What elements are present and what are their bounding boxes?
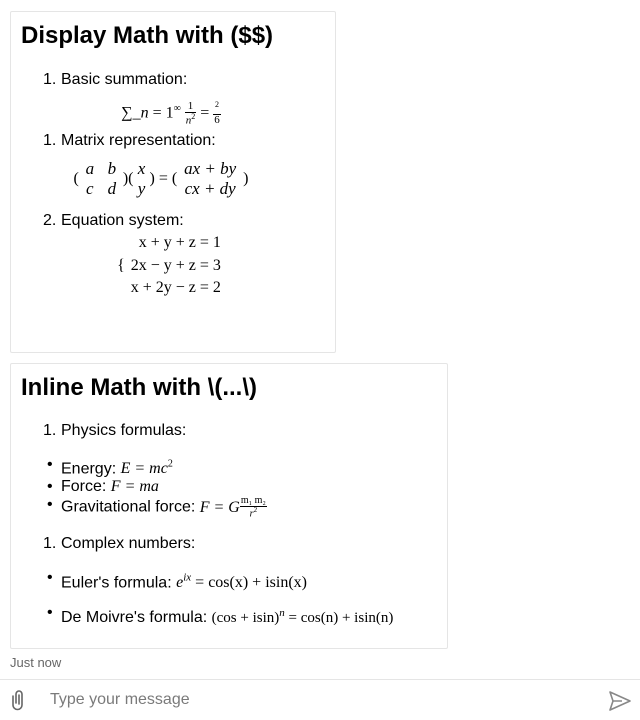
list-item: • Gravitational force: F = G $\frac{\text{m₁ m₂}}{r^2}$ bbox=[21, 496, 437, 519]
physics-list bbox=[21, 456, 437, 520]
matrix-item: 1. Matrix representation: bbox=[43, 132, 216, 149]
list-item: • Force: F = ma bbox=[21, 478, 437, 496]
physics-item: 1. Physics formulas: bbox=[43, 422, 187, 439]
paperclip-icon[interactable] bbox=[10, 689, 30, 711]
summation-item: 1. Basic summation: bbox=[43, 71, 188, 88]
matrix-formula: ( a b c d )( x y ) = ( ax + by cx + dy ) bbox=[73, 159, 249, 198]
inline-math-title: Inline Math with \(...\) bbox=[21, 374, 257, 401]
summation-formula: ∑_n = 1∞ $\frac{1}{n^2}$ = $\frac{^2}{6}$ bbox=[121, 99, 220, 127]
system-formula: { x + y + z = 1 2x − y + z = 3 x + 2y − z = 2 bbox=[117, 234, 221, 297]
list-item: • Energy: $E = mc^2$ bbox=[21, 456, 437, 478]
inline-math-message bbox=[10, 363, 448, 649]
chat-area bbox=[10, 11, 630, 670]
message-composer bbox=[0, 679, 640, 720]
complex-list bbox=[21, 569, 437, 627]
list-item: • Euler's formula: $e^{ix} = \cos(x) + isin(x)$ bbox=[21, 569, 437, 589]
message-input[interactable] bbox=[50, 688, 590, 712]
send-icon[interactable] bbox=[608, 690, 632, 712]
system-item: 2. Equation system: bbox=[43, 212, 184, 229]
complex-item: 1. Complex numbers: bbox=[43, 534, 196, 552]
display-math-message bbox=[10, 11, 336, 353]
display-math-title: Display Math with ($$) bbox=[21, 22, 274, 49]
list-item: • De Moivre's formula: $(\cos + isin)^n = \cos(n) + isin(n)$ bbox=[21, 604, 437, 627]
message-timestamp: Just now bbox=[10, 655, 62, 670]
